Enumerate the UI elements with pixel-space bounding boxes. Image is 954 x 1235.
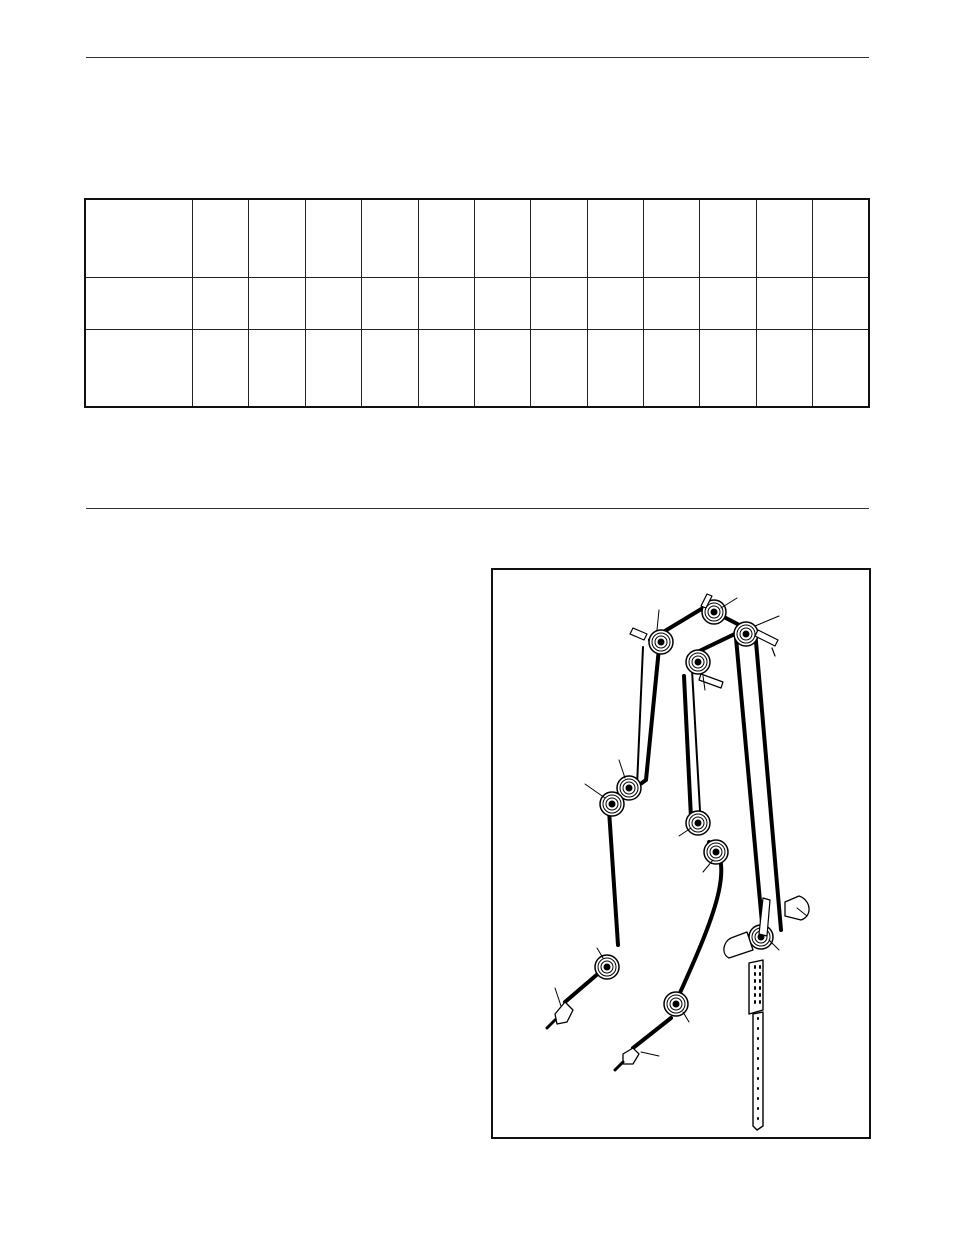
table-cell (362, 277, 418, 329)
pulley-icon (704, 840, 728, 864)
table-cell (305, 329, 361, 407)
table-cell (249, 199, 305, 277)
table-cell (193, 199, 249, 277)
pulley-icon (664, 992, 688, 1016)
table-row (85, 277, 869, 329)
top-rule (86, 57, 869, 58)
table-cell (587, 329, 643, 407)
table-cell (700, 277, 756, 329)
table-cell (418, 199, 474, 277)
table-row (85, 329, 869, 407)
handle-icon (547, 1002, 639, 1070)
table-cell (474, 329, 530, 407)
table-cell (644, 277, 700, 329)
middle-rule (86, 508, 869, 509)
pulley-icon (734, 622, 758, 646)
table-cell (249, 277, 305, 329)
table-cell (531, 277, 587, 329)
table-cell (813, 329, 869, 407)
table-row (85, 199, 869, 277)
table-cell (644, 199, 700, 277)
cable-middle-inner (692, 670, 701, 828)
table-cell (756, 277, 812, 329)
table-cell (362, 199, 418, 277)
table-cell (474, 199, 530, 277)
table-cell (418, 277, 474, 329)
table-cell (305, 277, 361, 329)
table-cell (587, 277, 643, 329)
pulley-icon (649, 630, 673, 654)
table-cell (756, 329, 812, 407)
row-header-cell (85, 199, 193, 277)
table-cell (813, 277, 869, 329)
table-cell (756, 199, 812, 277)
table-cell (700, 329, 756, 407)
table-cell (587, 199, 643, 277)
cable-right (736, 630, 781, 934)
row-header-cell (85, 329, 193, 407)
table-cell (193, 329, 249, 407)
table-cell (193, 277, 249, 329)
pulley-icon (600, 792, 624, 816)
cable-diagram (493, 570, 873, 1141)
cable-diagram-frame (491, 568, 871, 1139)
weight-stem-icon (749, 960, 763, 1130)
row-header-cell (85, 277, 193, 329)
table-cell (531, 199, 587, 277)
table-cell (700, 199, 756, 277)
table-cell (305, 199, 361, 277)
table-cell (362, 329, 418, 407)
table-cell (531, 329, 587, 407)
table-cell (418, 329, 474, 407)
table-cell (474, 277, 530, 329)
table-cell (249, 329, 305, 407)
table-cell (813, 199, 869, 277)
pulley-icon (595, 955, 619, 979)
pulley-icon (686, 811, 710, 835)
pulley-icon (686, 650, 710, 674)
blank-chart-table (84, 198, 870, 408)
table-cell (644, 329, 700, 407)
